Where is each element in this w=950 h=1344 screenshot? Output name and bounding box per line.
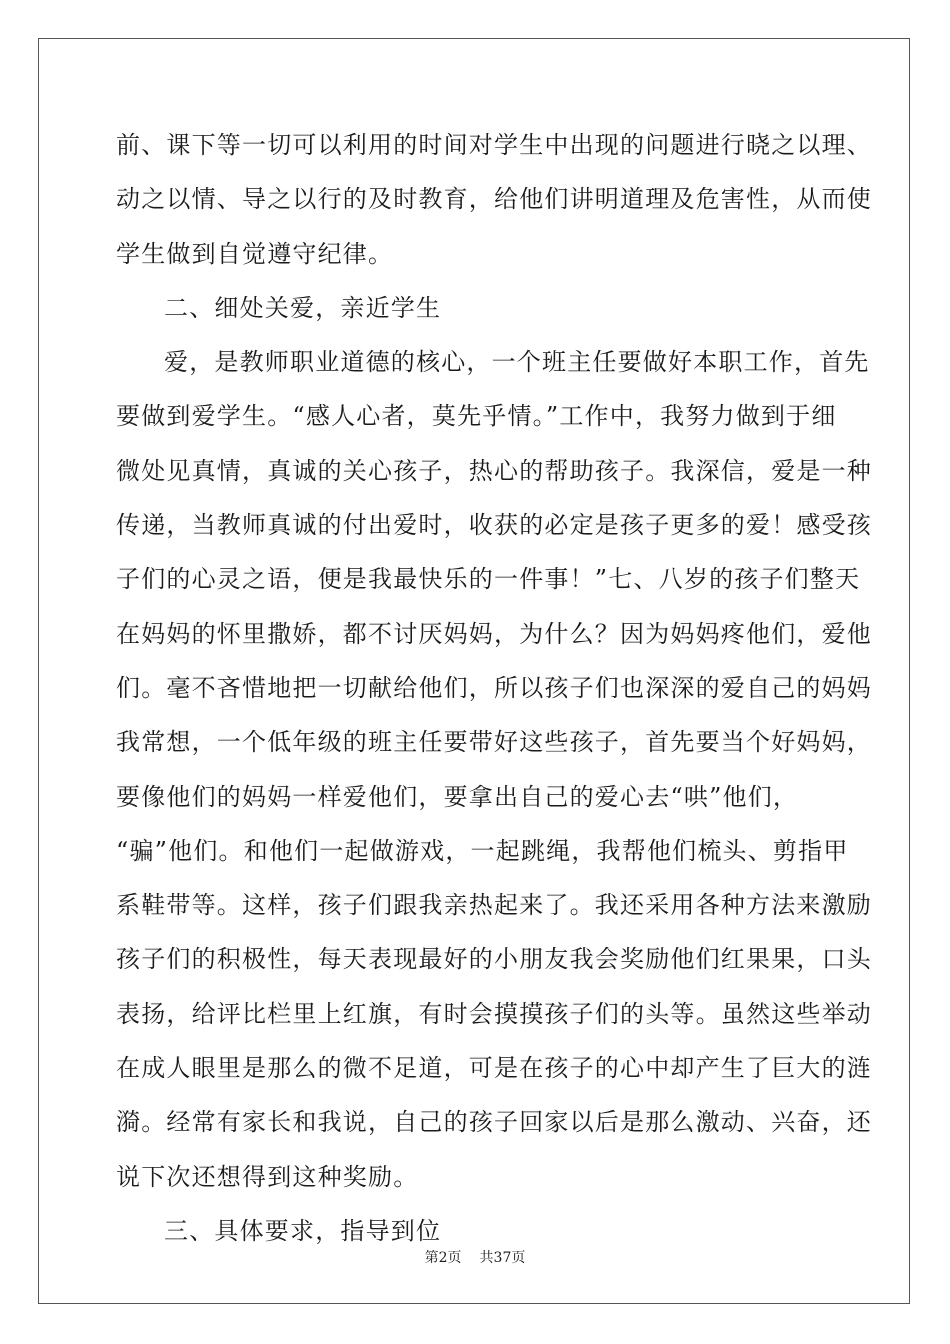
text-line: 在成人眼里是那么的微不足道，可是在孩子的心中却产生了巨大的涟 [116,1054,872,1083]
text-line: 表扬，给评比栏里上红旗，有时会摸摸孩子们的头等。虽然这些举动 [116,999,872,1028]
text-line: 动之以情、导之以行的及时教育，给他们讲明道理及危害性，从而使 [116,185,872,214]
section-heading-3: 三、具体要求，指导到位 [164,1216,442,1245]
text-line: 微处见真情，真诚的关心孩子，热心的帮助孩子。我深信，爱是一种 [116,456,872,485]
text-line: 漪。经常有家长和我说，自己的孩子回家以后是那么激动、兴奋，还 [116,1108,872,1137]
section-heading-2: 二、细处关爱，亲近学生 [164,293,442,322]
text-line: 传递，当教师真诚的付出爱时，收获的必定是孩子更多的爱！感受孩 [116,511,872,540]
text-line: 在妈妈的怀里撒娇，都不讨厌妈妈，为什么？因为妈妈疼他们，爱他 [116,619,872,648]
page-footer [0,1247,950,1267]
page-number: 第2页 [424,1250,462,1266]
text-line: 孩子们的积极性，每天表现最好的小朋友我会奖励他们红果果，口头 [116,945,872,974]
text-line: 前、课下等一切可以利用的时间对学生中出现的问题进行晓之以理、 [116,131,872,159]
text-line: 要像他们的妈妈一样爱他们，要拿出自己的爱心去“哄”他们， [116,782,799,811]
paragraph-start: 爱，是教师职业道德的核心，一个班主任要做好本职工作，首先 [164,348,870,377]
page-total: 共37页 [479,1250,526,1266]
document-body [116,118,872,1258]
text-line: 要做到爱学生。“感人心者，莫先乎情。”工作中，我努力做到于细 [116,402,837,431]
text-line: 系鞋带等。这样，孩子们跟我亲热起来了。我还采用各种方法来激励 [116,891,872,920]
text-line: “骗”他们。和他们一起做游戏，一起跳绳，我帮他们梳头、剪指甲 [116,836,849,865]
text-line: 们。毫不吝惜地把一切献给他们，所以孩子们也深深的爱自己的妈妈 [116,673,872,702]
text-line: 我常想，一个低年级的班主任要带好这些孩子，首先要当个好妈妈， [116,728,872,757]
text-line: 子们的心灵之语，便是我最快乐的一件事！”七、八岁的孩子们整天 [116,565,861,594]
text-line: 学生做到自觉遵守纪律。 [116,239,394,268]
text-line: 说下次还想得到这种奖励。 [116,1162,419,1191]
